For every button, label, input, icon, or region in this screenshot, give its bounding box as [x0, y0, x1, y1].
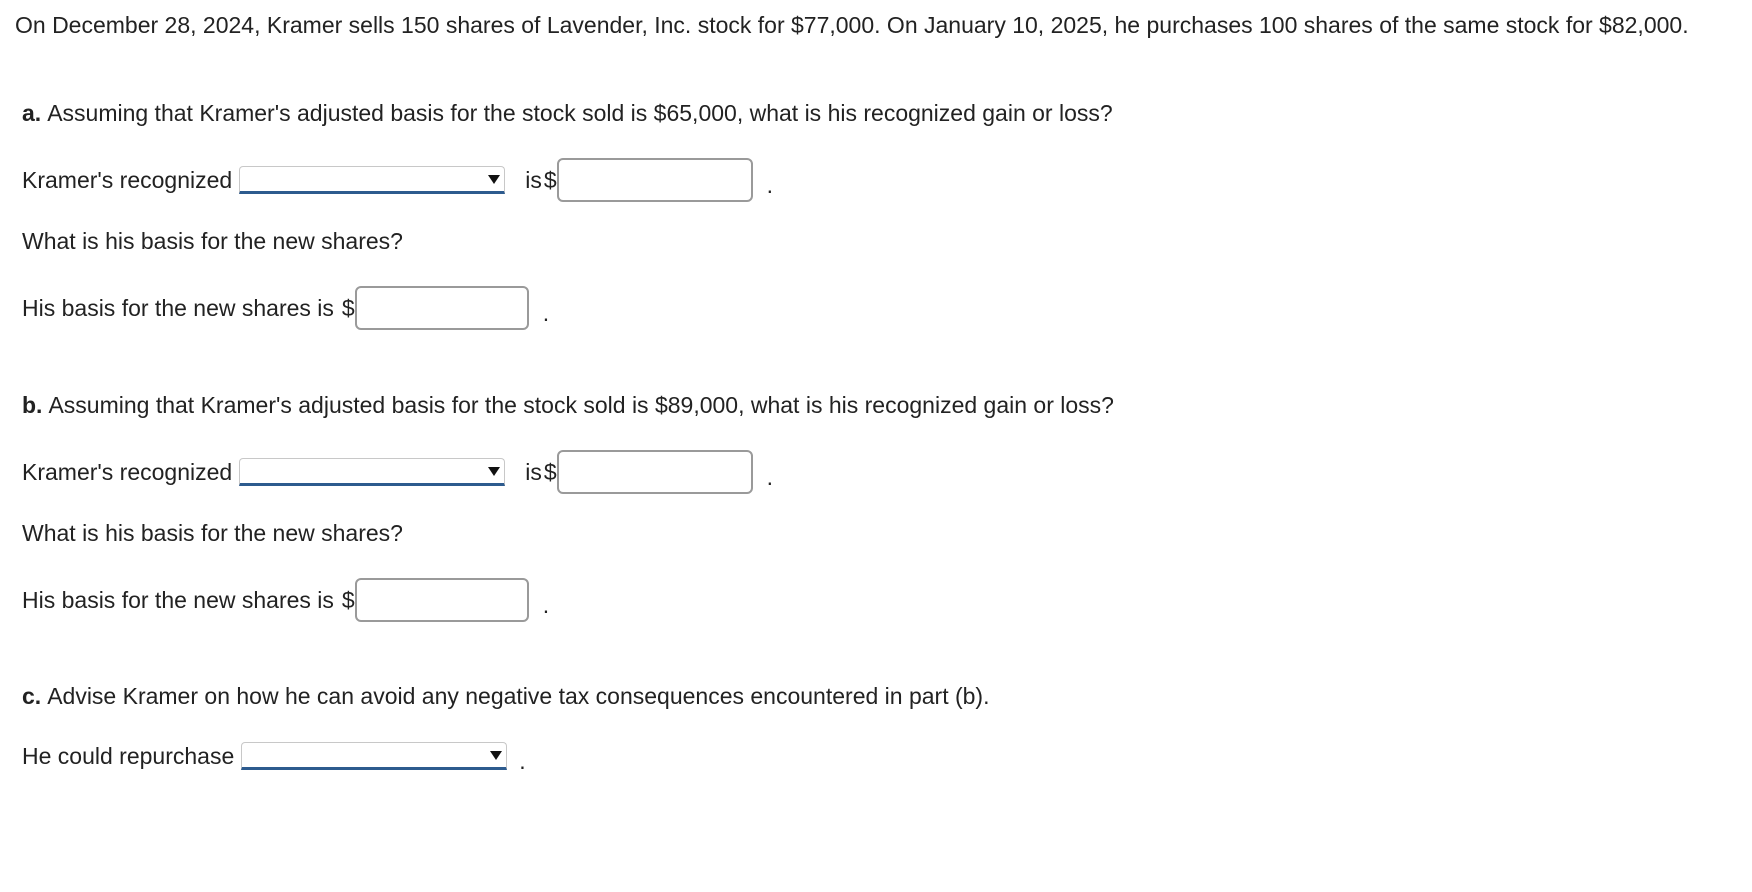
- chevron-down-icon: [488, 467, 500, 476]
- answer-b-amount-input[interactable]: [557, 450, 753, 494]
- answer-c-period: .: [519, 747, 526, 774]
- chevron-down-icon: [490, 751, 502, 760]
- answer-b-currency: $: [543, 458, 557, 485]
- answer-a-currency: $: [543, 166, 557, 193]
- question-b-basis: What is his basis for the new shares?: [22, 520, 403, 546]
- question-a-text: Assuming that Kramer's adjusted basis for the stock sold is $65,000, what is his recognized gain or loss?: [47, 100, 1113, 126]
- answer-a-basis-period: .: [542, 299, 550, 326]
- answer-c-repurchase-prefix: He could repurchase: [22, 742, 235, 769]
- question-a: [22, 100, 1113, 127]
- answer-a-amount-input[interactable]: [557, 158, 753, 202]
- question-a-label: a.: [22, 100, 42, 126]
- answer-a-basis-prefix: His basis for the new shares is: [22, 294, 334, 321]
- question-b-label: b.: [22, 392, 43, 418]
- answer-b-recognized-prefix: Kramer's recognized: [22, 458, 233, 485]
- answer-b-basis-currency: $: [341, 586, 355, 613]
- answer-a-basis-input[interactable]: [355, 286, 529, 330]
- answer-c-repurchase-row: [22, 734, 526, 778]
- answer-b-period: .: [766, 463, 774, 490]
- answer-a-is-text: is: [525, 166, 542, 193]
- answer-c-repurchase-select[interactable]: [241, 742, 507, 770]
- answer-a-basis-currency: $: [341, 294, 355, 321]
- question-c-label: c.: [22, 683, 42, 709]
- answer-b-is-text: is: [525, 458, 542, 485]
- question-a-basis: What is his basis for the new shares?: [22, 228, 403, 254]
- question-b: [22, 392, 1114, 419]
- problem-statement: On December 28, 2024, Kramer sells 150 shares of Lavender, Inc. stock for $77,000. On January 10, 2025, he purchases 100 shares of the same stock for $82,000.: [15, 12, 1689, 38]
- answer-b-basis-input[interactable]: [355, 578, 529, 622]
- answer-a-basis-row: [22, 286, 549, 330]
- answer-b-gain-loss-select[interactable]: [239, 458, 505, 486]
- answer-b-recognized-row: [22, 450, 773, 494]
- question-b-text: Assuming that Kramer's adjusted basis for the stock sold is $89,000, what is his recognized gain or loss?: [48, 392, 1114, 418]
- answer-b-basis-row: [22, 578, 549, 622]
- answer-a-recognized-prefix: Kramer's recognized: [22, 166, 233, 193]
- chevron-down-icon: [488, 175, 500, 184]
- answer-b-basis-prefix: His basis for the new shares is: [22, 586, 334, 613]
- question-c: [22, 683, 989, 710]
- answer-a-period: .: [766, 171, 774, 198]
- answer-a-gain-loss-select[interactable]: [239, 166, 505, 194]
- answer-b-basis-period: .: [542, 591, 550, 618]
- question-c-text: Advise Kramer on how he can avoid any negative tax consequences encountered in part (b).: [47, 683, 990, 709]
- answer-a-recognized-row: [22, 158, 773, 202]
